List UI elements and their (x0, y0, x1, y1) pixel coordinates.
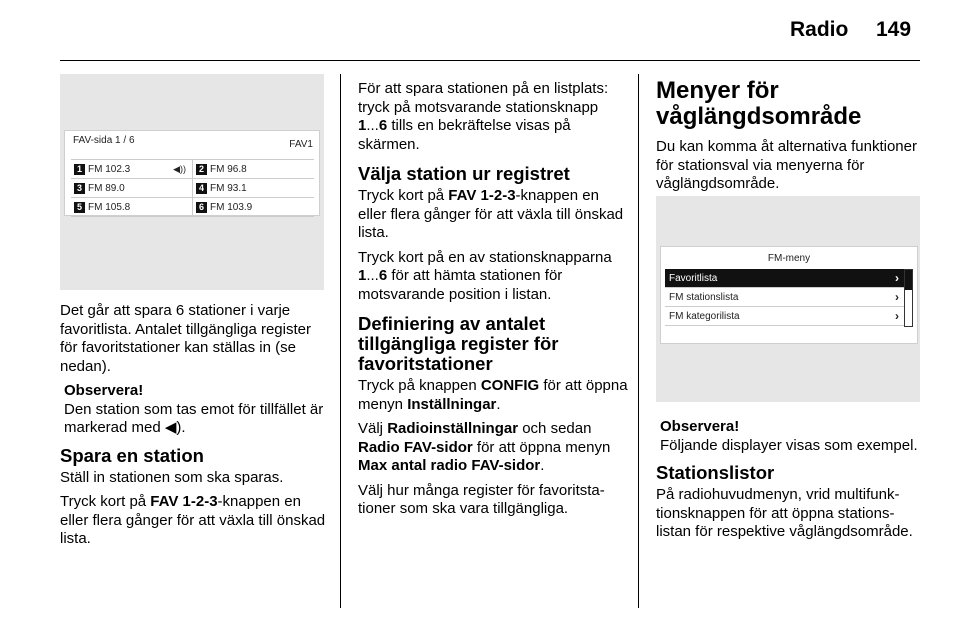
text-run: -knappen en eller flera gånger för att växla till önskad lista. (60, 493, 326, 547)
column-1-text (60, 302, 332, 555)
station-number: 5 (74, 202, 85, 213)
column-3-bottom (656, 418, 924, 548)
paragraph (358, 249, 628, 305)
speaker-icon: ◀)) (173, 163, 186, 174)
fav-station (71, 198, 192, 216)
main-heading: Menyer för våglängdsområde (656, 77, 862, 130)
note-text: Följande displayer visas som exempel. (660, 436, 918, 454)
fav-screen (64, 130, 320, 216)
paragraph: Ställ in stationen som ska sparas. (60, 468, 284, 486)
station-label: FM 93.1 (210, 182, 247, 194)
button-name: 6 (378, 117, 388, 134)
fav-tab: FAV1 (289, 139, 313, 150)
fav-grid (71, 159, 314, 217)
paragraph (60, 493, 332, 549)
text-run: Tryck kort på (358, 187, 449, 204)
station-number: 4 (196, 183, 207, 194)
column-divider-2 (638, 74, 639, 608)
text-run: och sedan (518, 420, 592, 437)
text-run: ... (366, 267, 379, 284)
fav-row (71, 179, 314, 198)
text-run: för att öppna menyn (358, 377, 628, 413)
text-run: Tryck på knappen (358, 377, 481, 394)
paragraph (358, 187, 628, 243)
text-run: Välj (358, 420, 388, 437)
text-run: för att öppna menyn (472, 438, 611, 456)
intro-paragraph: Det går att spara 6 stationer i varje favoritlista. Antalet tillgängliga register för favoritstationer kan ställas in (se nedan). (60, 302, 311, 375)
note (60, 382, 332, 438)
page-title: Radio (790, 18, 849, 41)
column-3-top (656, 78, 924, 200)
text-run: För att spara stationen på en listplats: tryck på motsvarande stationsknapp (358, 80, 609, 116)
button-name: 6 (378, 267, 388, 284)
menu-name: Inställningar (407, 395, 497, 413)
fm-menu-list (665, 269, 905, 326)
fm-menu-title: FM-meny (767, 253, 811, 264)
page-number: 149 (876, 18, 912, 41)
paragraph: Du kan komma åt alternativa funktioner för stationsval via menyerna för våglängdsområde. (656, 138, 917, 192)
text-run: tills en bekräftelse visas på skärmen. (358, 117, 571, 153)
scrollbar-thumb (905, 270, 912, 290)
station-number: 1 (74, 164, 85, 175)
button-name: FAV 1-2-3 (448, 187, 516, 204)
note (656, 418, 924, 455)
text-run: Tryck kort på (60, 493, 151, 510)
menu-item-label: Favoritlista (669, 272, 718, 284)
chevron-right-icon: › (895, 290, 899, 304)
menu-item-label: FM stationslista (669, 291, 739, 303)
note-end: . (181, 419, 186, 436)
menu-item-label: FM kategorilista (669, 310, 740, 322)
menu-name: Radio FAV-sidor (358, 438, 473, 456)
fm-menu-figure (656, 196, 920, 402)
fav-station (71, 160, 192, 178)
station-label: FM 105.8 (88, 201, 131, 213)
menu-item-favoritlista (665, 269, 905, 288)
fav-station (192, 160, 314, 178)
column-divider-1 (340, 74, 341, 608)
note-title: Observera! (64, 382, 144, 399)
fav-page-title: FAV-sida 1 / 6 (73, 135, 135, 146)
text-run: Tryck kort på en av stationsknapparna (358, 248, 612, 266)
station-number: 3 (74, 183, 85, 194)
text-run: för att hämta stationen för motsvarande position i listan. (358, 267, 563, 303)
scrollbar (904, 269, 913, 327)
button-name: 1 (358, 117, 367, 134)
station-label: FM 89.0 (88, 182, 125, 194)
header-rule (60, 60, 920, 61)
text-run: . (496, 395, 501, 413)
button-name: 1 (358, 267, 367, 284)
menu-item-stationslista (665, 288, 905, 307)
menu-name: Radioinställningar (387, 420, 519, 437)
text-run: ... (366, 117, 379, 134)
station-label: FM 96.8 (210, 163, 247, 175)
paragraph (358, 377, 628, 414)
text-run: . (540, 457, 545, 474)
column-2-text (358, 80, 628, 525)
section-heading: Välja station ur registret (358, 163, 570, 184)
button-name: CONFIG (480, 377, 540, 394)
fav-row (71, 160, 314, 179)
section-heading: Stationslistor (656, 462, 775, 483)
note-title: Observera! (660, 418, 740, 435)
paragraph (358, 80, 628, 154)
fav-station (192, 198, 314, 216)
station-label: FM 102.3 (88, 163, 131, 175)
chevron-right-icon: › (895, 271, 899, 285)
station-number: 2 (196, 164, 207, 175)
menu-name: Max antal radio FAV-sidor (358, 457, 541, 474)
fav-station (192, 179, 314, 197)
speaker-icon: ◀) (164, 419, 182, 436)
menu-item-kategorilista (665, 307, 905, 326)
text-run: -knappen en eller flera gånger för att växla till önskad lista. (358, 187, 624, 241)
fav-station (71, 179, 192, 197)
fm-menu-screen (660, 246, 918, 344)
chevron-right-icon: › (895, 309, 899, 323)
section-heading: Definiering av antalet tillgängliga register för favoritstationer (358, 313, 559, 374)
section-heading: Spara en station (60, 444, 204, 466)
station-label: FM 103.9 (210, 201, 253, 213)
station-number: 6 (196, 202, 207, 213)
paragraph: Välj hur många register för favoritstationer som ska vara tillgängliga. (358, 481, 605, 517)
note-text: Den station som tas emot för tillfället är markerad med (64, 400, 324, 436)
button-name: FAV 1-2-3 (150, 493, 218, 510)
fav-row (71, 198, 314, 217)
fav-list-figure (60, 74, 324, 290)
paragraph: På radiohuvudmenyn, vrid multifunktionsknappen för att öppna stationslistan för respektive våglängdsområde. (656, 486, 913, 540)
paragraph (358, 420, 628, 476)
